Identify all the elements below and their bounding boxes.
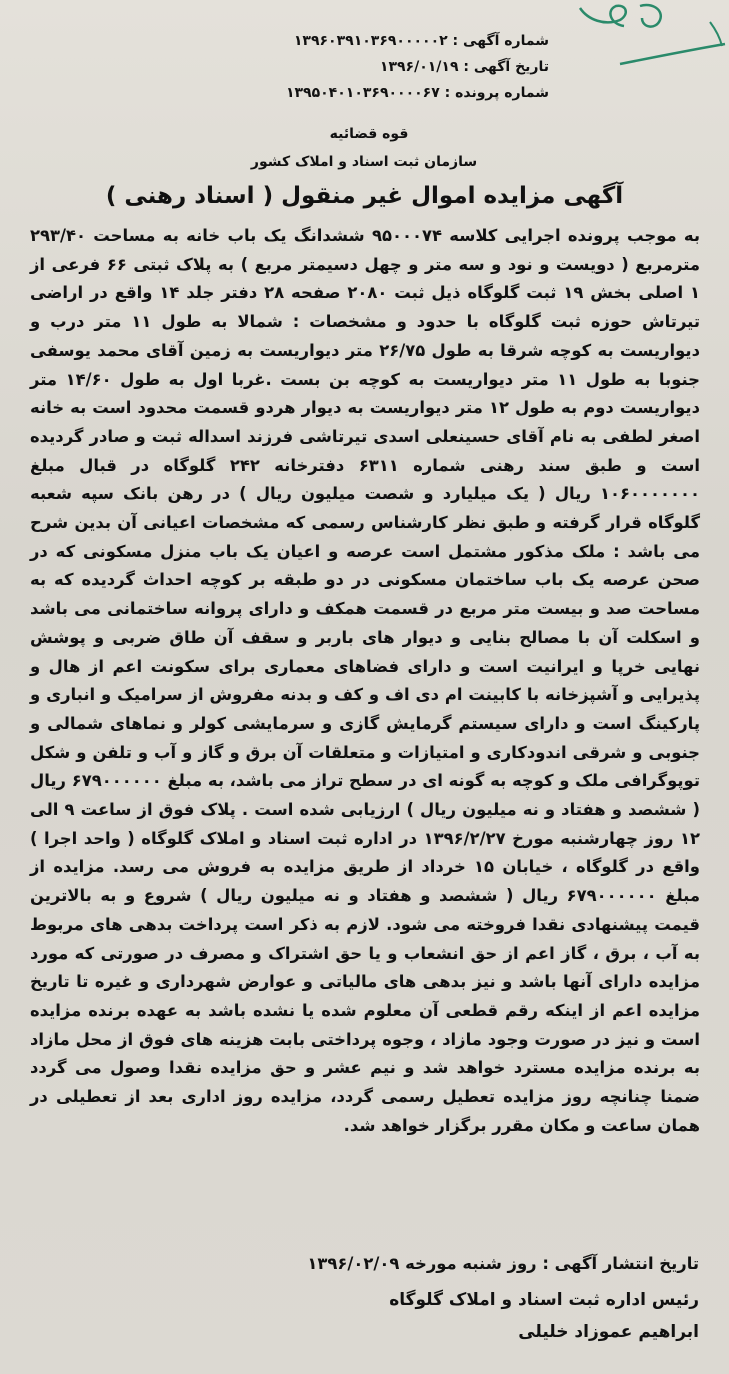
notice-number: شماره آگهی : ۱۳۹۶۰۳۹۱۰۳۶۹۰۰۰۰۰۲ bbox=[293, 33, 549, 49]
notice-body: به موجب پرونده اجرایی کلاسه ۹۵۰۰۰۷۴ ششدانگ یک باب خانه به مساحت ۲۹۳/۴۰ مترمربع ( دویست و نود و سه متر و چهل دسیمتر مربع ) به پلاک ثبتی ۶۶ فرعی از ۱ اصلی بخش ۱۹ ثبت گلوگاه ذیل ثبت ۲۰۸۰ صفحه ۲۸ دفتر جلد ۱۴ واقع در اراضی تیرتاش حوزه ثبت گلوگاه با حدود و مشخصات : شمالا به طول ۱۱ متر درب و دیواریست به کوچه شرقا به طول ۲۶/۷۵ متر دیواریست به زمین آقای محمد یوسفی جنوبا به طول ۱۱ متر دیواریست به کوچه بن بست .غربا اول به طول ۱۴/۶۰ متر دیواریست دوم به طول ۱۲ متر دیواریست به دیوار هردو قسمت محدود است به خانه اصغر لطفی به نام آقای حسینعلی اسدی تیرتاشی فرزند اسداله ثبت و صادر گردیده است و طبق سند رهنی شماره ۶۳۱۱ دفترخانه ۲۴۲ گلوگاه در قبال مبلغ ۱۰۶۰۰۰۰۰۰۰ ریال ( یک میلیارد و شصت میلیون ریال ) در رهن بانک سپه شعبه گلوگاه قرار گرفته و طبق نظر کارشناس رسمی که مشخصات اعیانی آن بدین شرح می باشد : ملک مذکور مشتمل است عرصه و اعیان یک باب منزل مسکونی که در صحن عرصه یک باب ساختمان مسکونی در دو طبقه بر کوچه احداث گردیده که به مساحت صد و بیست متر مربع در قسمت همکف و دارای پروانه ساختمانی می باشد و اسکلت آن با مصالح بنایی و دیوار های باربر و سقف آن طاق ضربی و پوشش نهایی خرپا و ایرانیت است و دارای فضاهای معماری برای سکونت اعم از هال و پذیرایی و آشپزخانه با کابینت ام دی اف و کف و بدنه مفروش از سرامیک و انباری و پارکینگ است و دارای سیستم گرمایش گازی و سرمایشی کولر و نماهای شمالی و جنوبی و شرقی اندودکاری و امتیازات و متعلقات آن برق و گاز و آب و تلفن و شکل توپوگرافی ملک و کوچه به گونه ای در سطح تراز می باشد، به مبلغ ۶۷۹۰۰۰۰۰۰ ریال ( ششصد و هفتاد و نه میلیون ریال ) ارزیابی شده است . پلاک فوق از ساعت ۹ الی ۱۲ روز چهارشنبه مورخ ۱۳۹۶/۲/۲۷ در اداره ثبت اسناد و املاک گلوگاه ( واحد اجرا ) واقع در گلوگاه ، خیابان ۱۵ خرداد از طریق مزایده به فروش می رسد. مزایده از مبلغ ۶۷۹۰۰۰۰۰۰ ریال ( ششصد و هفتاد و نه میلیون ریال ) شروع و به بالاترین قیمت پیشنهادی نقدا فروخته می شود. لازم به ذکر است پرداخت بدهی های مربوط به آب ، برق ، گاز اعم از حق انشعاب و یا حق اشتراک و مصرف در صورتی که مورد مزایده دارای آنها باشد و نیز بدهی های مالیاتی و عوارض شهرداری و غیره تا تاریخ مزایده اعم از اینکه رقم قطعی آن معلوم شده یا نشده باشد به عهده برنده مزایده است و نیز در صورت وجود مازاد ، وجوه پرداختی بابت هزینه های فوق از محل مازاد به برنده مزایده مسترد خواهد شد و نیم عشر و حق مزایده نقدا وصول می گردد ضمنا چنانچه روز مزایده تعطیل رسمی گردد، مزایده روز اداری بعد از تعطیلی در همان ساعت و مکان مقرر برگزار خواهد شد. bbox=[30, 226, 701, 1135]
org-primary: قوه قضائیه bbox=[329, 126, 409, 142]
notice-date: تاریخ آگهی : ۱۳۹۶/۰۱/۱۹ bbox=[379, 59, 549, 75]
signer-name: ابراهیم عموزاد خلیلی bbox=[518, 1322, 699, 1342]
signer-title: رئیس اداره ثبت اسناد و املاک گلوگاه bbox=[389, 1290, 699, 1310]
notice-metadata bbox=[189, 28, 549, 106]
publication-date: تاریخ انتشار آگهی : روز شنبه مورخه ۱۳۹۶/۰۲/۰۹ bbox=[307, 1254, 699, 1273]
file-number: شماره پرونده : ۱۳۹۵۰۴۰۱۰۳۶۹۰۰۰۰۶۷ bbox=[285, 85, 549, 101]
org-secondary: سازمان ثبت اسناد و املاک کشور bbox=[250, 154, 478, 170]
handwritten-mark-icon bbox=[560, 0, 729, 90]
notice-title: آگهی مزایده اموال غیر منقول ( اسناد رهنی ) bbox=[105, 183, 624, 209]
